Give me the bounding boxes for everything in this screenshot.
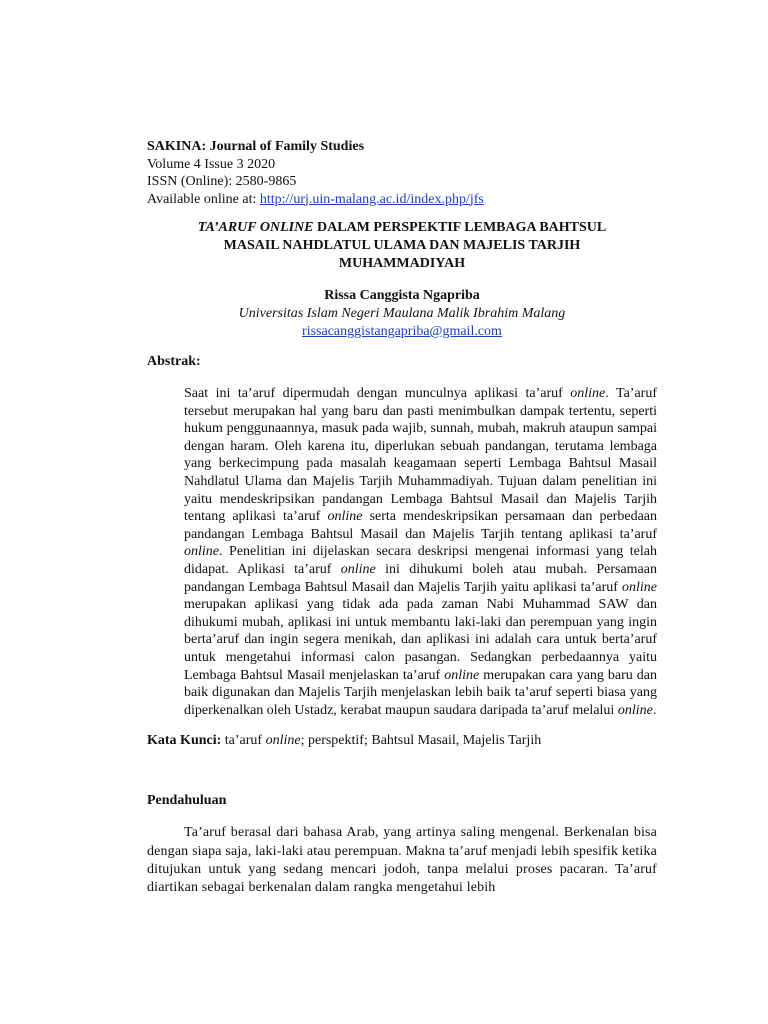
title-italic: TA’ARUF ONLINE: [197, 220, 314, 235]
abstract-text: merupakan cara yang baru dan baik digunakan dan Majelis Tarjih menjelaskan lebih baik ta’aruf seperti biasa yang diperkenalkan oleh Ustadz, kerabat maupun saudara daripada ta’aruf melalui: [184, 667, 657, 718]
title-line1-rest: DALAM PERSPEKTIF LEMBAGA BAHTSUL: [313, 220, 607, 235]
abstract-heading: Abstrak:: [147, 354, 201, 369]
author-name: Rissa Canggista Ngapriba: [324, 288, 480, 303]
abstract-em: online: [617, 702, 653, 718]
abstract-text: ini dihukumi boleh atau mubah. Persamaan pandangan Lembaga Bahtsul Masail dan Majelis Tarjih yaitu aplikasi ta’aruf: [184, 561, 657, 595]
abstract-em: online: [622, 579, 657, 595]
journal-url-link[interactable]: http://urj.uin-malang.ac.id/index.php/jfs: [259, 191, 484, 207]
author-email: [147, 323, 657, 341]
document-page: [147, 138, 657, 897]
journal-volume: Volume 4 Issue 3 2020: [147, 156, 276, 172]
abstract-em: online: [444, 667, 480, 683]
abstract-em: online: [327, 509, 363, 525]
title-line3: MUHAMMADIYAH: [338, 256, 466, 271]
abstract-text: .: [652, 702, 657, 718]
abstract-em: online: [570, 386, 606, 401]
abstract-text: . Penelitian ini dijelaskan secara deskripsi mengenai informasi yang telah didapat. Aplikasi ta’aruf: [184, 544, 657, 577]
intro-paragraph: Ta’aruf berasal dari bahasa Arab, yang artinya saling mengenal. Berkenalan bisa dengan siapa saja, laki-laki atau perempuan. Makna ta’aruf menjadi lebih spesifik ketika ditujukan untuk yang sedang mencari jodoh, tanpa melalui proses pacaran. Ta’aruf diartikan sebagai berkenalan dalam rangka mengetahui lebih: [147, 825, 657, 896]
article-title: [147, 219, 657, 273]
abstract-em: online: [184, 544, 219, 560]
keywords-label: Kata Kunci:: [147, 733, 222, 749]
abstract-text: merupakan aplikasi yang tidak ada pada zaman Nabi Muhammad SAW dan dihukumi mubah, aplikasi ini untuk membantu laki-laki dan perempuan yang ingin berta’aruf dan ingin segera menikah, dan aplikasi ini adalah cara untuk berta’aruf untuk mengetahui informasi calon pasangan. Sedangkan perbedaannya yaitu Lembaga Bahtsul Masail menjelaskan ta’aruf: [184, 597, 657, 683]
keywords-text: ta’aruf: [221, 733, 266, 749]
abstract-text: Saat ini ta’aruf dipermudah dengan munculnya aplikasi ta’aruf: [184, 386, 571, 401]
journal-issn: ISSN (Online): 2580-9865: [147, 174, 297, 189]
author-email-link[interactable]: rissacanggistangapriba@gmail.com: [302, 324, 502, 339]
keywords-text: ; perspektif; Bahtsul Masail, Majelis Tarjih: [300, 733, 542, 749]
abstract-text: . Ta’aruf tersebut merupakan hal yang baru dan pasti menimbulkan dampak tertentu, seperti hukum penggunaannya, masuk pada wajib, sunnah, mubah, makruh ataupun sampai dengan haram. Oleh karena itu, diperlukan sebuah pandangan, terutama lembaga yang berkecimpung pada masalah keagamaan seperti Lembaga Bahtsul Masail Nahdlatul Ulama dan Majelis Tarjih Muhammadiyah. Tujuan dalam penelitian ini yaitu mendeskripsikan pandangan Lembaga Bahtsul Masail dan Majelis Tarjih tentang aplikasi ta’aruf: [184, 386, 657, 525]
journal-name: SAKINA: Journal of Family Studies: [147, 139, 365, 154]
abstract-text: serta mendeskripsikan persamaan dan perbedaan pandangan Lembaga Bahtsul Masail dan Majelis Tarjih tentang aplikasi ta’aruf: [184, 509, 657, 542]
abstract-em: online: [340, 561, 376, 577]
section-heading-pendahuluan: Pendahuluan: [147, 793, 227, 809]
abstract-body: [184, 385, 657, 719]
available-label: Available online at:: [147, 191, 260, 207]
keywords-em: online: [265, 733, 301, 749]
author-affiliation: Universitas Islam Negeri Maulana Malik Ibrahim Malang: [238, 306, 566, 321]
keywords-line: [147, 732, 657, 750]
journal-availability: [147, 191, 657, 209]
title-line2: MASAIL NAHDLATUL ULAMA DAN MAJELIS TARJIH: [223, 238, 581, 253]
